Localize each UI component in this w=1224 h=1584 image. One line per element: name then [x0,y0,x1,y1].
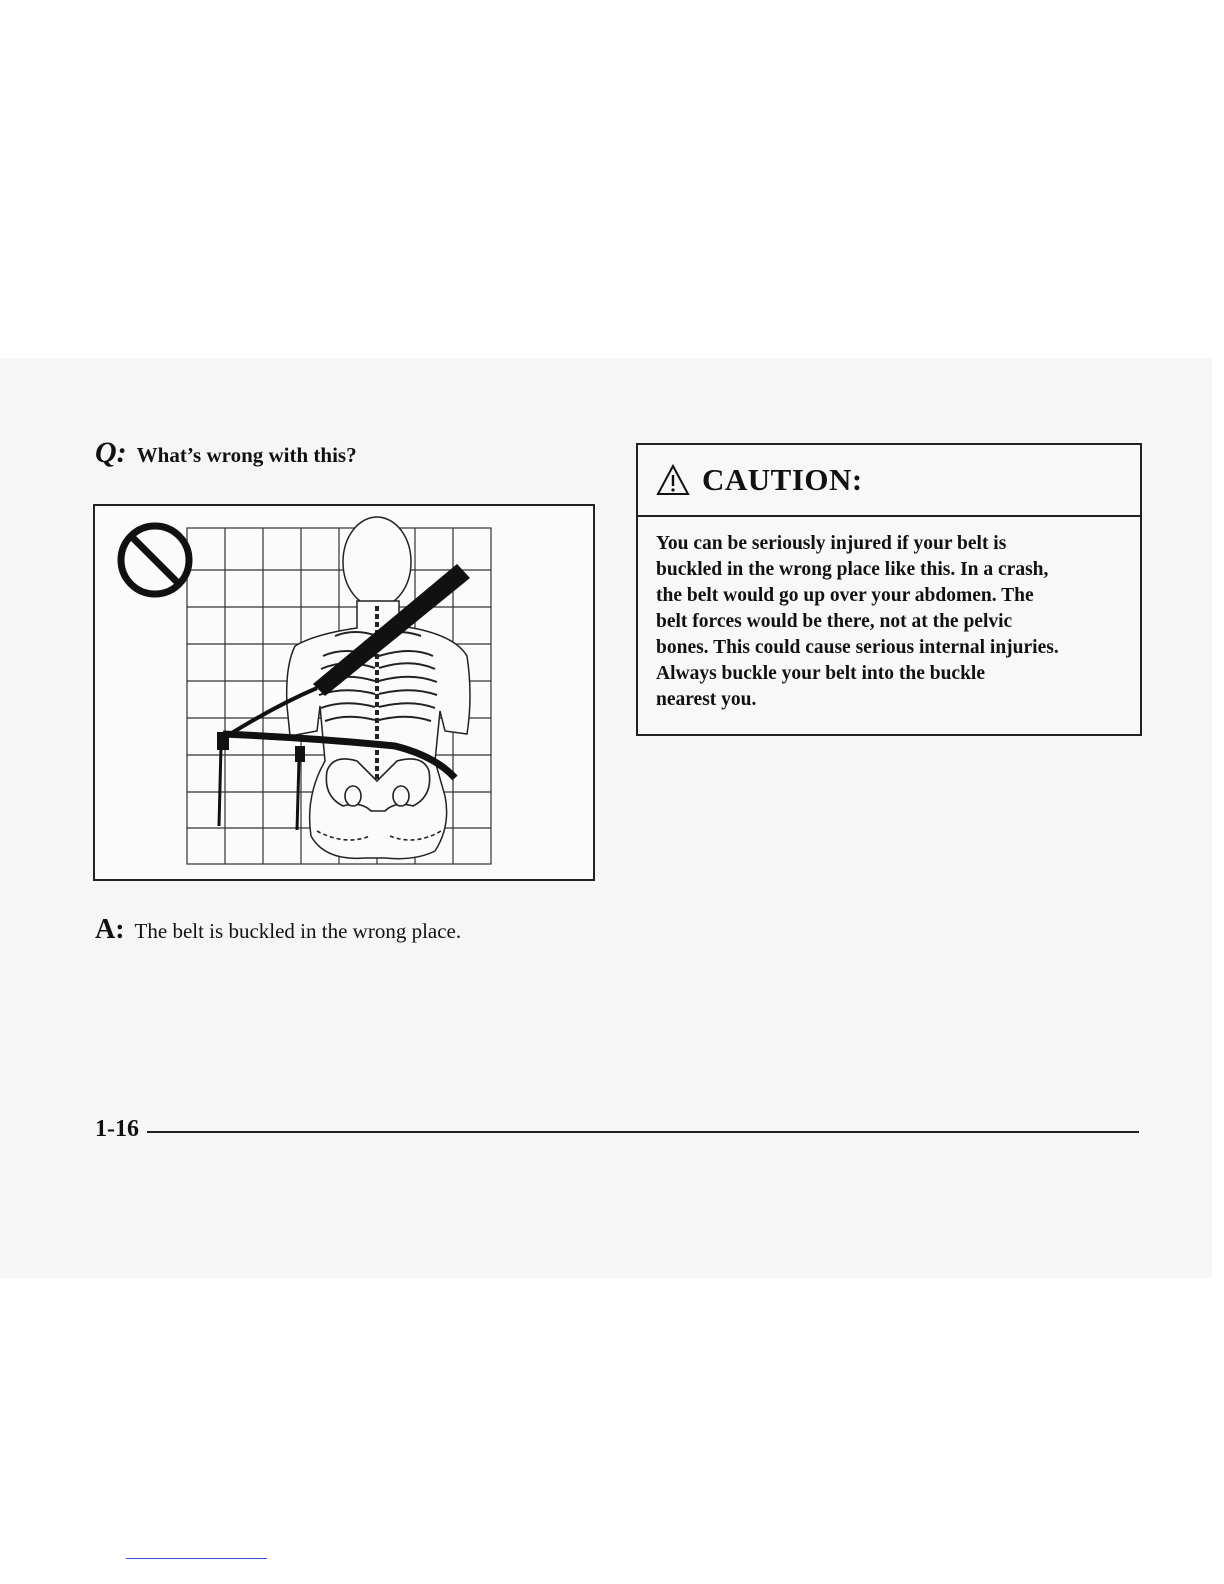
answer-text: The belt is buckled in the wrong place. [134,919,462,943]
caution-box [636,443,1142,736]
bottom-underline [126,1558,267,1559]
caution-line: Always buckle your belt into the buckle [656,663,986,684]
caution-line: bones. This could cause serious internal injuries. [656,637,1059,658]
footer-rule [147,1131,1139,1133]
caution-line: nearest you. [656,689,757,710]
answer [95,914,461,946]
question [95,436,357,470]
warning-triangle-icon [656,464,690,496]
page-footer [95,1116,1139,1143]
question-text: What’s wrong with this? [136,443,357,467]
page-number: 1-16 [95,1116,139,1142]
seatbelt-illustration [93,504,595,881]
question-marker: Q: [95,436,127,469]
caution-line: buckled in the wrong place like this. In a crash, [656,559,1049,580]
no-symbol-icon [121,526,189,594]
caution-header [638,445,1140,517]
caution-line: the belt would go up over your abdomen. The [656,585,1034,606]
answer-marker: A: [95,914,125,945]
caution-line: belt forces would be there, not at the pelvic [656,611,1013,632]
caution-text [638,517,1140,713]
caution-title: CAUTION: [702,462,863,497]
skeleton-seatbelt-illustration [95,506,593,879]
caution-line: You can be seriously injured if your belt is [656,533,1007,554]
